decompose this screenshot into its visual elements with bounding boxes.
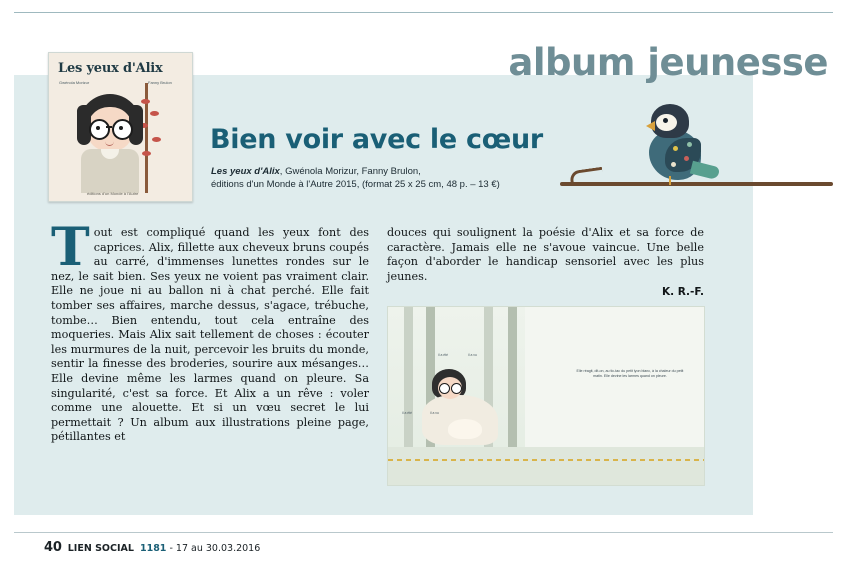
cover-leaf-icon <box>142 151 151 156</box>
footer-issue-number: 1181 <box>139 543 167 554</box>
cover-leaf-icon <box>141 99 150 104</box>
book-cover-image <box>48 52 193 202</box>
credit-publisher: éditions d'un Monde à l'Autre 2015, (format 25 x 25 cm, 48 p. – 13 €) <box>211 179 500 190</box>
credit-authors: , Gwénola Morizur, Fanny Brulon, <box>279 166 421 177</box>
cover-publisher: éditions d'un Monde à l'Autre <box>87 191 139 196</box>
footer-page-number: 40 <box>44 540 62 555</box>
article-column-right <box>387 226 704 284</box>
bird-wing-dot <box>687 142 692 147</box>
bird-illustration <box>643 104 718 186</box>
illustration-sign-left: il a été <box>402 411 412 415</box>
article-body-left: out est compliqué quand les yeux font des caprices. Alix, fillette aux cheveux bruns coupés au carré, d'immenses lunettes rondes sur le nez, le sait bien. Ses yeux ne voient pas vraiment clair. Elle ne joue ni au ballon ni à chat perché. Elle fait tomber ses affaires, marche dessus, s'agace, trébuche, tombe… Bien entendu, tout cela entraîne des moqueries. Mais Alix sait tellement de choses : écouter les murmures de la nuit, percevoir les bruits du monde, sentir la finesse des broderies, sourire aux mésanges… Elle devine même les larmes quand on pleure. Sa singularité, c'est sa force. Et Alix a un rêve : voler comme une alouette. Et si un vœu secret le lui permettait ? Un album aux illustrations pleine page, pétillantes et <box>51 226 369 444</box>
article-headline: Bien voir avec le cœur <box>210 124 543 156</box>
top-divider <box>0 12 846 13</box>
cover-author-left: Gwénola Morizur <box>59 80 90 85</box>
article-column-left <box>51 217 369 445</box>
illustration-sign-right: il a vu <box>468 353 477 357</box>
cover-leaf-icon <box>150 111 159 116</box>
article-dropcap: T <box>51 217 90 278</box>
book-illustration-image <box>387 306 705 486</box>
footer-date: - 17 au 30.03.2016 <box>169 543 261 554</box>
bird-beak-icon <box>646 121 655 131</box>
page-right-margin <box>833 0 846 584</box>
article-body-right: douces qui soulignent la poésie d'Alix et sa force de caractère. Jamais elle ne s'avoue vaincue. Une belle façon d'aborder le handicap sensoriel avec les plus jeunes. <box>387 226 704 283</box>
article-byline: K. R.-F. <box>661 286 704 298</box>
footer-divider <box>14 532 833 533</box>
illustration-cat <box>448 419 482 439</box>
cover-glasses-right-icon <box>112 119 133 140</box>
bird-wing-dot <box>684 156 689 161</box>
illustration-glasses-right-icon <box>451 383 462 394</box>
book-credit-line <box>211 165 541 191</box>
illustration-sign-right: il a vu <box>430 411 439 415</box>
cover-glasses-bridge <box>106 126 112 128</box>
bird-tail <box>690 161 720 180</box>
illustration-sign-left: il a été <box>438 353 448 357</box>
cover-leaf-icon <box>152 137 161 142</box>
cover-eye-left <box>96 126 100 130</box>
cover-author-right: Fanny Brulon <box>148 80 172 85</box>
illustration-ground <box>388 447 704 485</box>
illustration-rope <box>388 459 704 461</box>
page-footer <box>44 540 260 555</box>
bird-leg <box>669 176 671 185</box>
cover-eye-right <box>119 126 123 130</box>
footer-publication: LIEN SOCIAL <box>67 543 134 554</box>
bird-eye <box>663 118 668 123</box>
page-left-margin <box>0 0 14 584</box>
cover-glasses-left-icon <box>89 119 110 140</box>
bird-wing-dot <box>673 146 678 151</box>
illustration-glasses-left-icon <box>439 383 450 394</box>
illustration-caption-text: Elle réagit, dit-on, au tic-tac du petit lyon blanc, à la chaleur du petit matin. Elle devine les larmes quand on pleure. <box>576 369 684 378</box>
credit-book-title: Les yeux d'Alix <box>211 166 280 177</box>
cover-title: Les yeux d'Alix <box>58 61 163 76</box>
section-kicker: album jeunesse <box>508 41 828 84</box>
bird-wing-dot <box>671 162 676 167</box>
